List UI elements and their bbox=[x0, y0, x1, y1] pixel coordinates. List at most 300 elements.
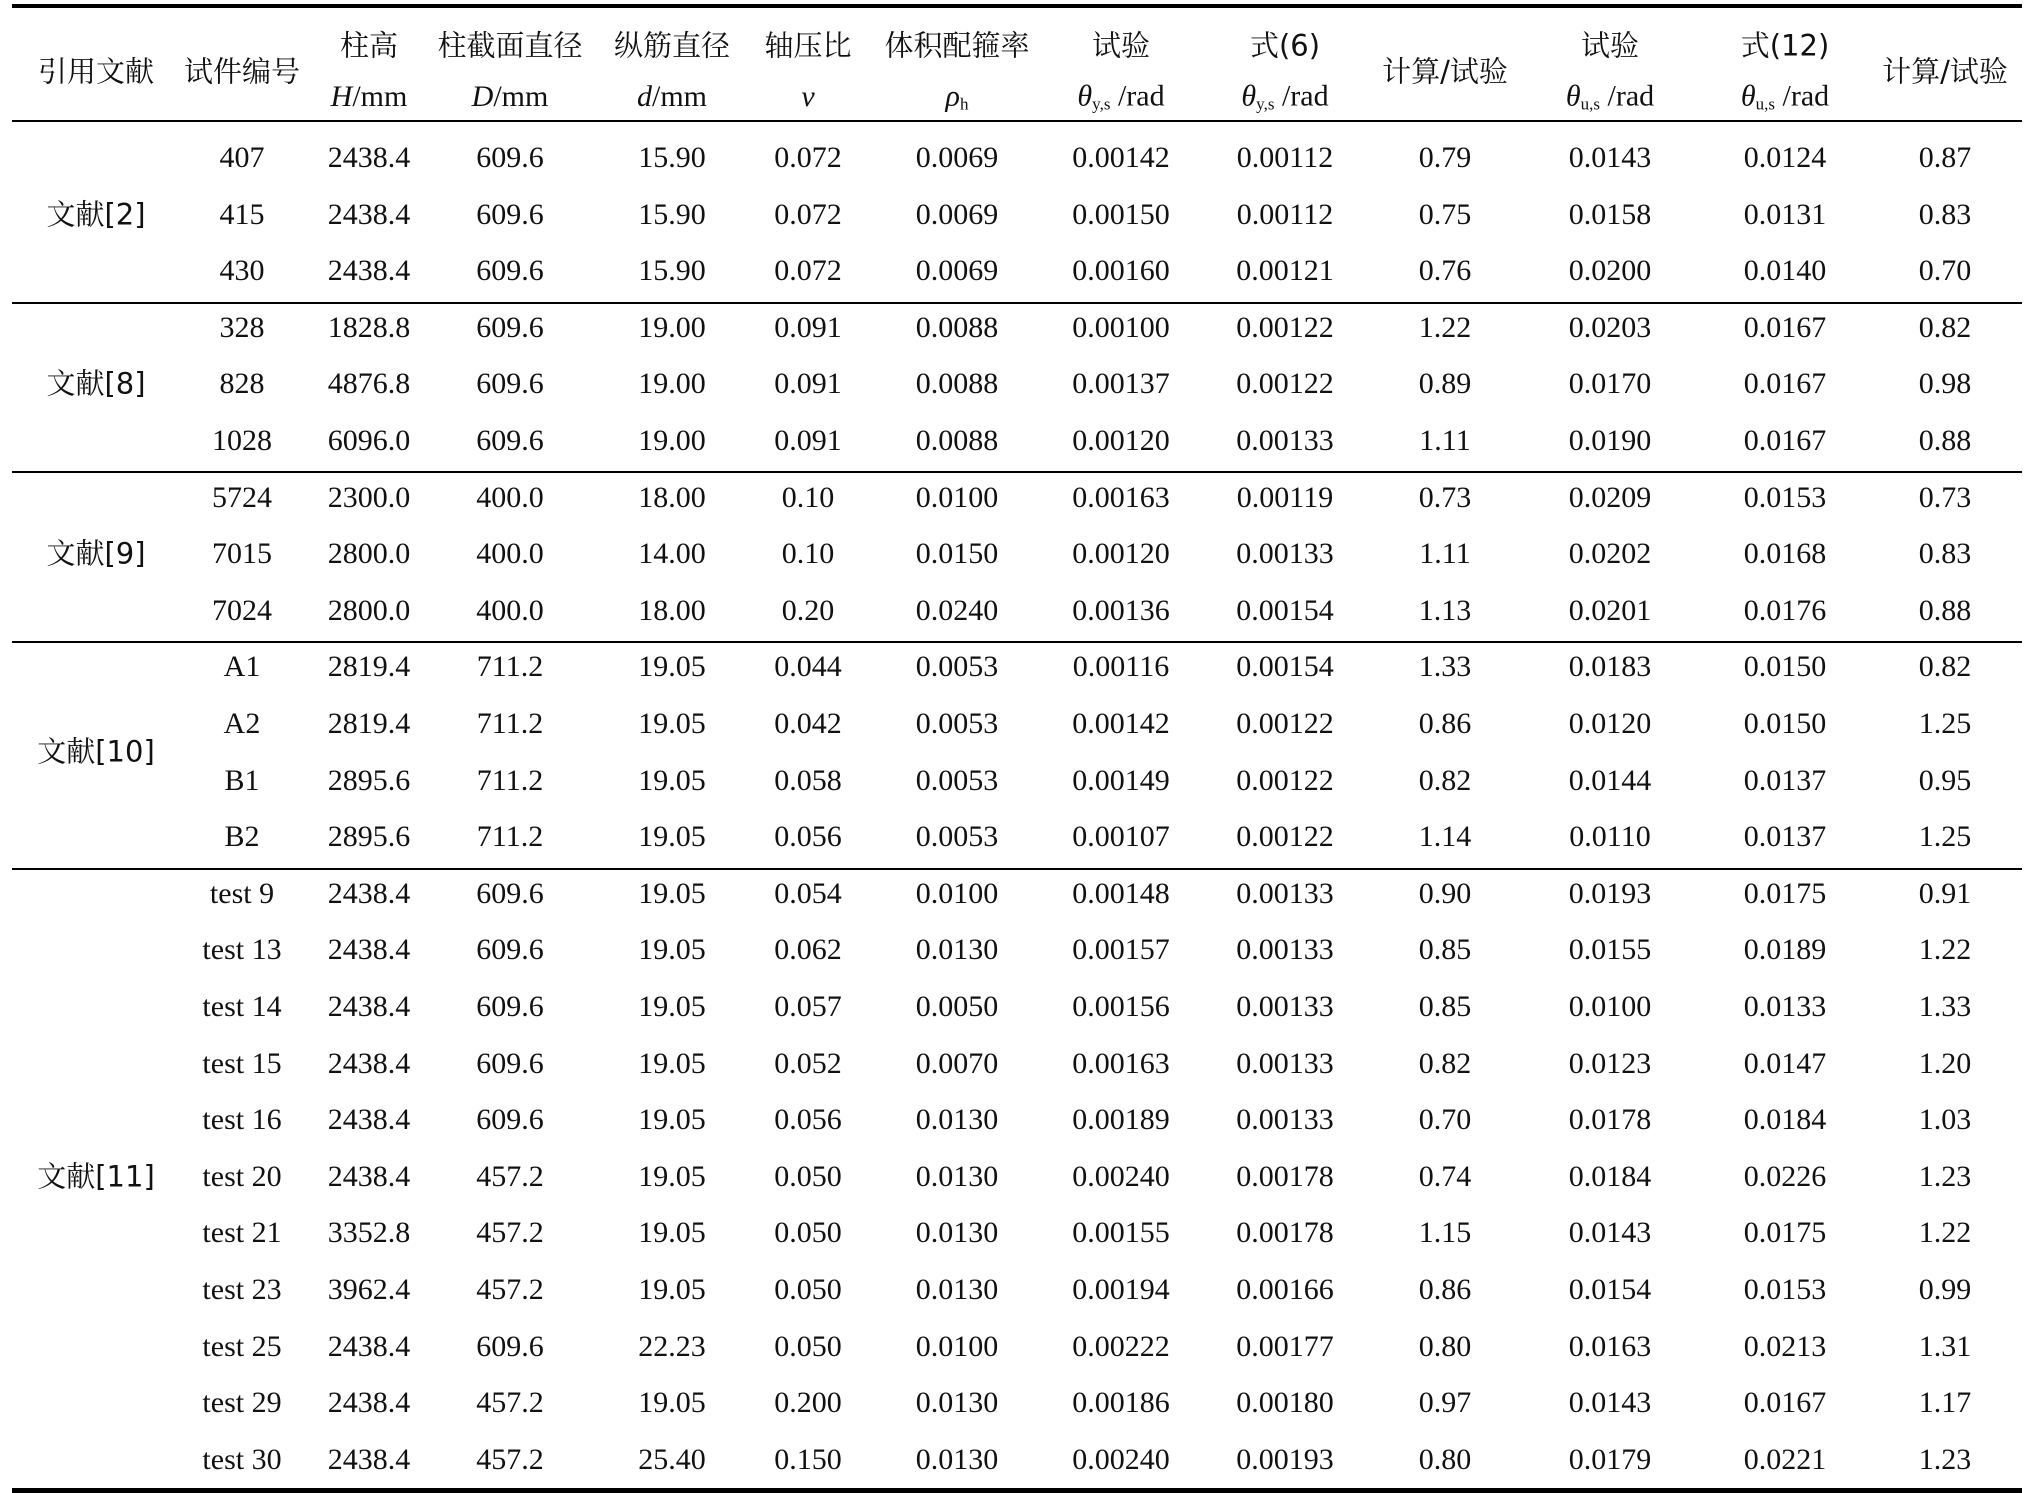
table-cell: 0.79 bbox=[1418, 141, 1472, 174]
table-cell: 609.6 bbox=[476, 1103, 544, 1137]
table-cell: 0.00121 bbox=[1236, 254, 1334, 288]
specimen-id: A1 bbox=[223, 650, 261, 684]
reference-label: 文献[9] bbox=[46, 536, 146, 571]
table-cell: 0.10 bbox=[781, 480, 835, 514]
table-cell: 0.00133 bbox=[1236, 876, 1334, 910]
header-label: 柱高 bbox=[339, 28, 399, 63]
header-label: 计算/试验 bbox=[1882, 54, 2008, 89]
table-cell: 19.00 bbox=[638, 310, 706, 344]
table-cell: 0.0147 bbox=[1743, 1046, 1827, 1080]
table-cell: 457.2 bbox=[476, 1386, 544, 1420]
specimen-id: test 23 bbox=[202, 1273, 282, 1306]
table-cell: 0.0170 bbox=[1568, 367, 1652, 401]
table-cell: 0.0202 bbox=[1568, 537, 1652, 571]
bottom-rule bbox=[12, 1488, 2022, 1493]
table-cell: 1.23 bbox=[1918, 1442, 1972, 1476]
table-cell: 19.05 bbox=[638, 707, 706, 740]
table-cell: 0.00163 bbox=[1072, 480, 1170, 514]
table-cell: 0.86 bbox=[1418, 1273, 1472, 1306]
group-divider bbox=[12, 641, 2022, 643]
reference-label: 文献[10] bbox=[37, 734, 155, 769]
group-divider bbox=[12, 302, 2022, 304]
table-cell: 0.0100 bbox=[915, 1329, 999, 1363]
header-symbol bbox=[637, 82, 707, 112]
specimen-id: 1028 bbox=[212, 424, 272, 457]
table-cell: 15.90 bbox=[638, 197, 706, 231]
table-cell: 2895.6 bbox=[327, 820, 411, 854]
table-cell: 1.17 bbox=[1918, 1386, 1972, 1420]
table-cell: 0.0221 bbox=[1743, 1442, 1827, 1476]
table-cell: 0.00122 bbox=[1236, 310, 1334, 344]
table-cell: 0.0167 bbox=[1743, 367, 1827, 401]
table-cell: 0.00133 bbox=[1236, 424, 1334, 457]
table-cell: 18.00 bbox=[638, 593, 706, 627]
specimen-id: B1 bbox=[224, 763, 260, 797]
table-cell: 609.6 bbox=[476, 424, 544, 457]
table-cell: 0.0226 bbox=[1743, 1159, 1827, 1193]
table-cell: 2438.4 bbox=[327, 876, 411, 910]
table-cell: 0.0175 bbox=[1743, 876, 1827, 910]
header-label: 试验 bbox=[1091, 28, 1151, 63]
table-cell: 0.042 bbox=[774, 707, 842, 740]
table-cell: 0.0110 bbox=[1569, 820, 1651, 854]
table-cell: 0.75 bbox=[1418, 197, 1472, 231]
table-cell: 0.0069 bbox=[915, 197, 999, 231]
table-cell: 0.0150 bbox=[915, 537, 999, 571]
table-cell: 0.0130 bbox=[915, 1159, 999, 1193]
table-cell: 0.00112 bbox=[1236, 141, 1334, 174]
header-symbol-subscript: u,s bbox=[1580, 94, 1600, 114]
table-cell: 0.0120 bbox=[1568, 707, 1652, 740]
table-cell: 0.0189 bbox=[1743, 933, 1827, 967]
table-cell: 0.00133 bbox=[1236, 1046, 1334, 1080]
table-cell: 0.0100 bbox=[915, 480, 999, 514]
header-unit: /rad bbox=[1274, 79, 1329, 113]
specimen-id: test 16 bbox=[202, 1103, 282, 1137]
table-cell: 0.0183 bbox=[1568, 650, 1652, 684]
table-cell: 0.0130 bbox=[915, 933, 999, 967]
table-cell: 1.13 bbox=[1418, 593, 1472, 627]
table-cell: 0.0050 bbox=[915, 990, 999, 1023]
table-cell: 609.6 bbox=[476, 197, 544, 231]
table-cell: 19.05 bbox=[638, 1159, 706, 1193]
table-cell: 1.03 bbox=[1918, 1103, 1972, 1137]
table-cell: 1.22 bbox=[1418, 310, 1472, 344]
header-symbol-letter: θ bbox=[1740, 79, 1756, 113]
table-cell: 0.091 bbox=[774, 310, 842, 344]
table-cell: 0.0203 bbox=[1568, 310, 1652, 344]
table-cell: 0.00136 bbox=[1072, 593, 1170, 627]
reference-label: 文献[11] bbox=[37, 1159, 155, 1194]
table-cell: 609.6 bbox=[476, 990, 544, 1023]
table-cell: 0.00177 bbox=[1236, 1329, 1334, 1363]
table-cell: 14.00 bbox=[638, 537, 706, 571]
table-cell: 0.76 bbox=[1418, 254, 1472, 288]
table-cell: 0.0153 bbox=[1743, 1273, 1827, 1306]
table-cell: 0.85 bbox=[1418, 990, 1472, 1023]
table-cell: 0.00142 bbox=[1072, 141, 1170, 174]
header-unit: /mm bbox=[493, 80, 549, 113]
table-cell: 0.0150 bbox=[1743, 707, 1827, 740]
table-cell: 18.00 bbox=[638, 480, 706, 514]
header-symbol-letter: ρ bbox=[945, 79, 960, 113]
table-cell: 0.0193 bbox=[1568, 876, 1652, 910]
table-cell: 19.00 bbox=[638, 367, 706, 401]
table-cell: 1.11 bbox=[1419, 424, 1471, 457]
table-cell: 0.00148 bbox=[1072, 876, 1170, 910]
table-cell: 0.0200 bbox=[1568, 254, 1652, 288]
specimen-id: 415 bbox=[219, 197, 265, 231]
specimen-id: 328 bbox=[219, 310, 265, 344]
table-cell: 0.0190 bbox=[1568, 424, 1652, 457]
specimen-id: test 29 bbox=[202, 1386, 282, 1420]
table-cell: 19.05 bbox=[638, 820, 706, 854]
table-cell: 0.0184 bbox=[1743, 1103, 1827, 1137]
table-cell: 0.0154 bbox=[1568, 1273, 1652, 1306]
table-cell: 0.0088 bbox=[915, 310, 999, 344]
header-symbol-letter: D bbox=[471, 80, 494, 113]
table-cell: 19.05 bbox=[638, 1386, 706, 1420]
table-cell: 0.00178 bbox=[1236, 1216, 1334, 1250]
table-cell: 0.050 bbox=[774, 1159, 842, 1193]
header-symbol bbox=[1740, 79, 1830, 114]
table-cell: 400.0 bbox=[476, 480, 544, 514]
table-cell: 1.33 bbox=[1418, 650, 1472, 684]
table-cell: 0.82 bbox=[1918, 650, 1972, 684]
table-cell: 0.0209 bbox=[1568, 480, 1652, 514]
specimen-id: 828 bbox=[219, 367, 265, 401]
table-cell: 2438.4 bbox=[327, 1386, 411, 1420]
table-cell: 1.22 bbox=[1918, 1216, 1972, 1250]
header-rule bbox=[12, 120, 2022, 122]
table-cell: 0.90 bbox=[1418, 876, 1472, 910]
table-cell: 15.90 bbox=[638, 254, 706, 288]
table-cell: 0.99 bbox=[1918, 1273, 1972, 1306]
table-cell: 0.86 bbox=[1418, 707, 1472, 740]
table-cell: 0.00189 bbox=[1072, 1103, 1170, 1137]
table-cell: 0.00122 bbox=[1236, 707, 1334, 740]
table-cell: 2438.4 bbox=[327, 1159, 411, 1193]
header-symbol-subscript: y,s bbox=[1092, 94, 1111, 114]
table-cell: 2438.4 bbox=[327, 990, 411, 1023]
table-cell: 711.2 bbox=[476, 707, 544, 740]
table-cell: 0.0130 bbox=[915, 1442, 999, 1476]
table-cell: 19.05 bbox=[638, 1216, 706, 1250]
table-cell: 609.6 bbox=[476, 254, 544, 288]
table-cell: 1.22 bbox=[1918, 933, 1972, 967]
table-cell: 2438.4 bbox=[327, 1103, 411, 1137]
table-cell: 0.00186 bbox=[1072, 1386, 1170, 1420]
table-cell: 1.14 bbox=[1418, 820, 1472, 854]
table-cell: 0.98 bbox=[1918, 367, 1972, 401]
header-symbol bbox=[331, 82, 408, 112]
table-cell: 0.091 bbox=[774, 367, 842, 401]
table-cell: 0.0179 bbox=[1568, 1442, 1652, 1476]
header-symbol bbox=[1565, 79, 1655, 114]
table-cell: 0.00160 bbox=[1072, 254, 1170, 288]
table-cell: 0.0143 bbox=[1568, 1386, 1652, 1420]
table-cell: 0.20 bbox=[781, 593, 835, 627]
table-cell: 1.15 bbox=[1418, 1216, 1472, 1250]
table-cell: 0.00100 bbox=[1072, 310, 1170, 344]
table-cell: 19.05 bbox=[638, 1103, 706, 1137]
table-cell: 0.0184 bbox=[1568, 1159, 1652, 1193]
table-cell: 19.05 bbox=[638, 1273, 706, 1306]
header-symbol-letter: v bbox=[801, 80, 815, 113]
table-cell: 1.31 bbox=[1918, 1329, 1972, 1363]
specimen-id: test 15 bbox=[202, 1046, 282, 1080]
specimen-id: 5724 bbox=[212, 480, 272, 514]
header-label: 试件编号 bbox=[183, 54, 301, 89]
table-cell: 0.83 bbox=[1918, 197, 1972, 231]
header-symbol-letter: d bbox=[636, 80, 652, 113]
table-cell: 1.20 bbox=[1918, 1046, 1972, 1080]
table-cell: 0.200 bbox=[774, 1386, 842, 1420]
table-cell: 0.0167 bbox=[1743, 1386, 1827, 1420]
specimen-id: B2 bbox=[224, 820, 260, 854]
table-cell: 19.05 bbox=[638, 1046, 706, 1080]
header-unit: /mm bbox=[352, 80, 408, 113]
table-cell: 0.95 bbox=[1918, 763, 1972, 797]
table-cell: 0.052 bbox=[774, 1046, 842, 1080]
table-cell: 0.00155 bbox=[1072, 1216, 1170, 1250]
table-cell: 609.6 bbox=[476, 1329, 544, 1363]
table-cell: 609.6 bbox=[476, 367, 544, 401]
table-cell: 0.0167 bbox=[1743, 424, 1827, 457]
table-cell: 609.6 bbox=[476, 141, 544, 174]
table-cell: 1.33 bbox=[1918, 990, 1972, 1023]
header-label: 纵筋直径 bbox=[613, 28, 731, 63]
table-cell: 0.87 bbox=[1918, 141, 1972, 174]
table-cell: 0.072 bbox=[774, 254, 842, 288]
table-cell: 1.23 bbox=[1918, 1159, 1972, 1193]
table-cell: 457.2 bbox=[476, 1273, 544, 1306]
table-cell: 0.00156 bbox=[1072, 990, 1170, 1023]
table-cell: 0.00137 bbox=[1072, 367, 1170, 401]
table-cell: 0.0153 bbox=[1743, 480, 1827, 514]
table-cell: 0.88 bbox=[1918, 424, 1972, 457]
specimen-id: test 13 bbox=[202, 933, 282, 967]
table-cell: 0.0133 bbox=[1743, 990, 1827, 1023]
table-cell: 0.0137 bbox=[1743, 820, 1827, 854]
table-cell: 0.00163 bbox=[1072, 1046, 1170, 1080]
table-cell: 0.050 bbox=[774, 1273, 842, 1306]
header-symbol-subscript: u,s bbox=[1755, 94, 1775, 114]
table-cell: 0.044 bbox=[774, 650, 842, 684]
header-unit: /rad bbox=[1774, 79, 1830, 113]
table-cell: 0.0240 bbox=[915, 593, 999, 627]
table-cell: 3962.4 bbox=[327, 1273, 411, 1306]
specimen-id: A2 bbox=[223, 707, 261, 740]
table-cell: 0.0123 bbox=[1568, 1046, 1652, 1080]
table-cell: 1828.8 bbox=[327, 310, 411, 344]
table-cell: 0.00222 bbox=[1072, 1329, 1170, 1363]
table-cell: 0.0213 bbox=[1743, 1329, 1827, 1363]
table-cell: 0.89 bbox=[1418, 367, 1472, 401]
specimen-id: test 20 bbox=[202, 1159, 282, 1193]
table-cell: 0.73 bbox=[1918, 480, 1972, 514]
table-cell: 2438.4 bbox=[327, 1329, 411, 1363]
reference-label: 文献[2] bbox=[46, 197, 146, 232]
table-cell: 0.0143 bbox=[1568, 141, 1652, 174]
table-cell: 0.00119 bbox=[1236, 480, 1334, 514]
specimen-id: test 14 bbox=[202, 990, 282, 1023]
data-table bbox=[12, 0, 2022, 1492]
table-cell: 0.0144 bbox=[1568, 763, 1652, 797]
table-cell: 0.80 bbox=[1418, 1442, 1472, 1476]
table-cell: 0.00116 bbox=[1072, 650, 1170, 684]
table-cell: 19.00 bbox=[638, 424, 706, 457]
specimen-id: test 21 bbox=[202, 1216, 282, 1250]
reference-label: 文献[8] bbox=[46, 366, 146, 401]
table-cell: 0.85 bbox=[1418, 933, 1472, 967]
table-cell: 2438.4 bbox=[327, 254, 411, 288]
table-cell: 0.0140 bbox=[1743, 254, 1827, 288]
table-cell: 0.050 bbox=[774, 1216, 842, 1250]
table-cell: 0.0131 bbox=[1743, 197, 1827, 231]
table-cell: 2438.4 bbox=[327, 933, 411, 967]
table-cell: 0.058 bbox=[774, 763, 842, 797]
header-label: 引用文献 bbox=[37, 54, 155, 89]
header-symbol-letter: θ bbox=[1565, 79, 1581, 113]
table-cell: 0.0137 bbox=[1743, 763, 1827, 797]
table-cell: 0.150 bbox=[774, 1442, 842, 1476]
table-cell: 0.057 bbox=[774, 990, 842, 1023]
table-cell: 0.88 bbox=[1918, 593, 1972, 627]
table-cell: 2895.6 bbox=[327, 763, 411, 797]
table-cell: 0.00166 bbox=[1236, 1273, 1334, 1306]
header-symbol-subscript: h bbox=[959, 94, 969, 114]
header-symbol bbox=[801, 82, 814, 112]
table-cell: 2300.0 bbox=[327, 480, 411, 514]
group-divider bbox=[12, 868, 2022, 870]
table-cell: 4876.8 bbox=[327, 367, 411, 401]
table-cell: 0.91 bbox=[1918, 876, 1972, 910]
header-symbol-letter: H bbox=[330, 80, 353, 113]
table-cell: 457.2 bbox=[476, 1442, 544, 1476]
specimen-id: test 9 bbox=[209, 876, 275, 910]
table-cell: 0.0053 bbox=[915, 820, 999, 854]
table-cell: 0.80 bbox=[1418, 1329, 1472, 1363]
table-cell: 0.00240 bbox=[1072, 1159, 1170, 1193]
table-cell: 0.00133 bbox=[1236, 933, 1334, 967]
table-cell: 0.00120 bbox=[1072, 537, 1170, 571]
table-cell: 0.00178 bbox=[1236, 1159, 1334, 1193]
table-cell: 0.0088 bbox=[915, 424, 999, 457]
table-cell: 2819.4 bbox=[327, 650, 411, 684]
table-cell: 0.00133 bbox=[1236, 1103, 1334, 1137]
header-label: 计算/试验 bbox=[1382, 54, 1508, 89]
table-cell: 0.82 bbox=[1918, 310, 1972, 344]
table-cell: 0.00194 bbox=[1072, 1273, 1170, 1306]
table-cell: 1.25 bbox=[1918, 820, 1972, 854]
header-symbol-letter: θ bbox=[1077, 79, 1093, 113]
table-cell: 19.05 bbox=[638, 650, 706, 684]
table-cell: 0.0168 bbox=[1743, 537, 1827, 571]
specimen-id: 7024 bbox=[212, 593, 272, 627]
table-cell: 2800.0 bbox=[327, 593, 411, 627]
table-cell: 0.0201 bbox=[1568, 593, 1652, 627]
table-cell: 0.0053 bbox=[915, 650, 999, 684]
table-cell: 711.2 bbox=[476, 763, 544, 797]
table-cell: 0.0130 bbox=[915, 1103, 999, 1137]
specimen-id: 7015 bbox=[212, 537, 272, 571]
table-cell: 609.6 bbox=[476, 310, 544, 344]
table-cell: 19.05 bbox=[638, 990, 706, 1023]
table-cell: 0.83 bbox=[1918, 537, 1972, 571]
table-cell: 457.2 bbox=[476, 1159, 544, 1193]
top-rule bbox=[12, 4, 2022, 8]
table-cell: 0.0150 bbox=[1743, 650, 1827, 684]
header-label: 试验 bbox=[1580, 28, 1640, 63]
header-symbol bbox=[945, 79, 969, 114]
table-cell: 0.0100 bbox=[915, 876, 999, 910]
table-cell: 0.0088 bbox=[915, 367, 999, 401]
table-cell: 0.82 bbox=[1418, 1046, 1472, 1080]
table-cell: 0.70 bbox=[1918, 254, 1972, 288]
table-cell: 1.11 bbox=[1419, 537, 1471, 571]
table-cell: 0.00133 bbox=[1236, 990, 1334, 1023]
header-symbol bbox=[472, 82, 549, 112]
header-label: 柱截面直径 bbox=[437, 28, 583, 63]
table-cell: 457.2 bbox=[476, 1216, 544, 1250]
table-cell: 0.00180 bbox=[1236, 1386, 1334, 1420]
table-cell: 0.00142 bbox=[1072, 707, 1170, 740]
table-cell: 0.0155 bbox=[1568, 933, 1652, 967]
table-cell: 2438.4 bbox=[327, 197, 411, 231]
table-cell: 0.10 bbox=[781, 537, 835, 571]
table-cell: 0.091 bbox=[774, 424, 842, 457]
table-cell: 0.072 bbox=[774, 197, 842, 231]
table-cell: 0.0176 bbox=[1743, 593, 1827, 627]
table-cell: 0.0100 bbox=[1568, 990, 1652, 1023]
table-cell: 0.0069 bbox=[915, 254, 999, 288]
table-cell: 711.2 bbox=[476, 820, 544, 854]
table-cell: 0.0143 bbox=[1568, 1216, 1652, 1250]
table-cell: 400.0 bbox=[476, 593, 544, 627]
table-cell: 0.00133 bbox=[1236, 537, 1334, 571]
table-cell: 0.0178 bbox=[1568, 1103, 1652, 1137]
header-symbol-letter: θ bbox=[1241, 79, 1257, 113]
table-cell: 0.0130 bbox=[915, 1216, 999, 1250]
table-cell: 0.00107 bbox=[1072, 820, 1170, 854]
table-cell: 0.0053 bbox=[915, 707, 999, 740]
table-cell: 609.6 bbox=[476, 933, 544, 967]
header-label: 轴压比 bbox=[764, 28, 852, 63]
table-cell: 0.0053 bbox=[915, 763, 999, 797]
table-cell: 0.0124 bbox=[1743, 141, 1827, 174]
table-cell: 2800.0 bbox=[327, 537, 411, 571]
table-cell: 0.0070 bbox=[915, 1046, 999, 1080]
header-unit: /rad bbox=[1110, 79, 1165, 113]
table-cell: 0.97 bbox=[1418, 1386, 1472, 1420]
table-cell: 0.00112 bbox=[1236, 197, 1334, 231]
table-cell: 0.0175 bbox=[1743, 1216, 1827, 1250]
table-cell: 0.00154 bbox=[1236, 593, 1334, 627]
table-cell: 0.0158 bbox=[1568, 197, 1652, 231]
table-cell: 2438.4 bbox=[327, 1442, 411, 1476]
table-cell: 609.6 bbox=[476, 1046, 544, 1080]
table-cell: 0.062 bbox=[774, 933, 842, 967]
table-cell: 0.70 bbox=[1418, 1103, 1472, 1137]
specimen-id: 430 bbox=[219, 254, 265, 288]
table-cell: 0.00154 bbox=[1236, 650, 1334, 684]
table-cell: 2438.4 bbox=[327, 1046, 411, 1080]
header-unit: /mm bbox=[651, 80, 708, 113]
table-cell: 6096.0 bbox=[327, 424, 411, 457]
table-cell: 19.05 bbox=[638, 933, 706, 967]
table-cell: 15.90 bbox=[638, 141, 706, 174]
